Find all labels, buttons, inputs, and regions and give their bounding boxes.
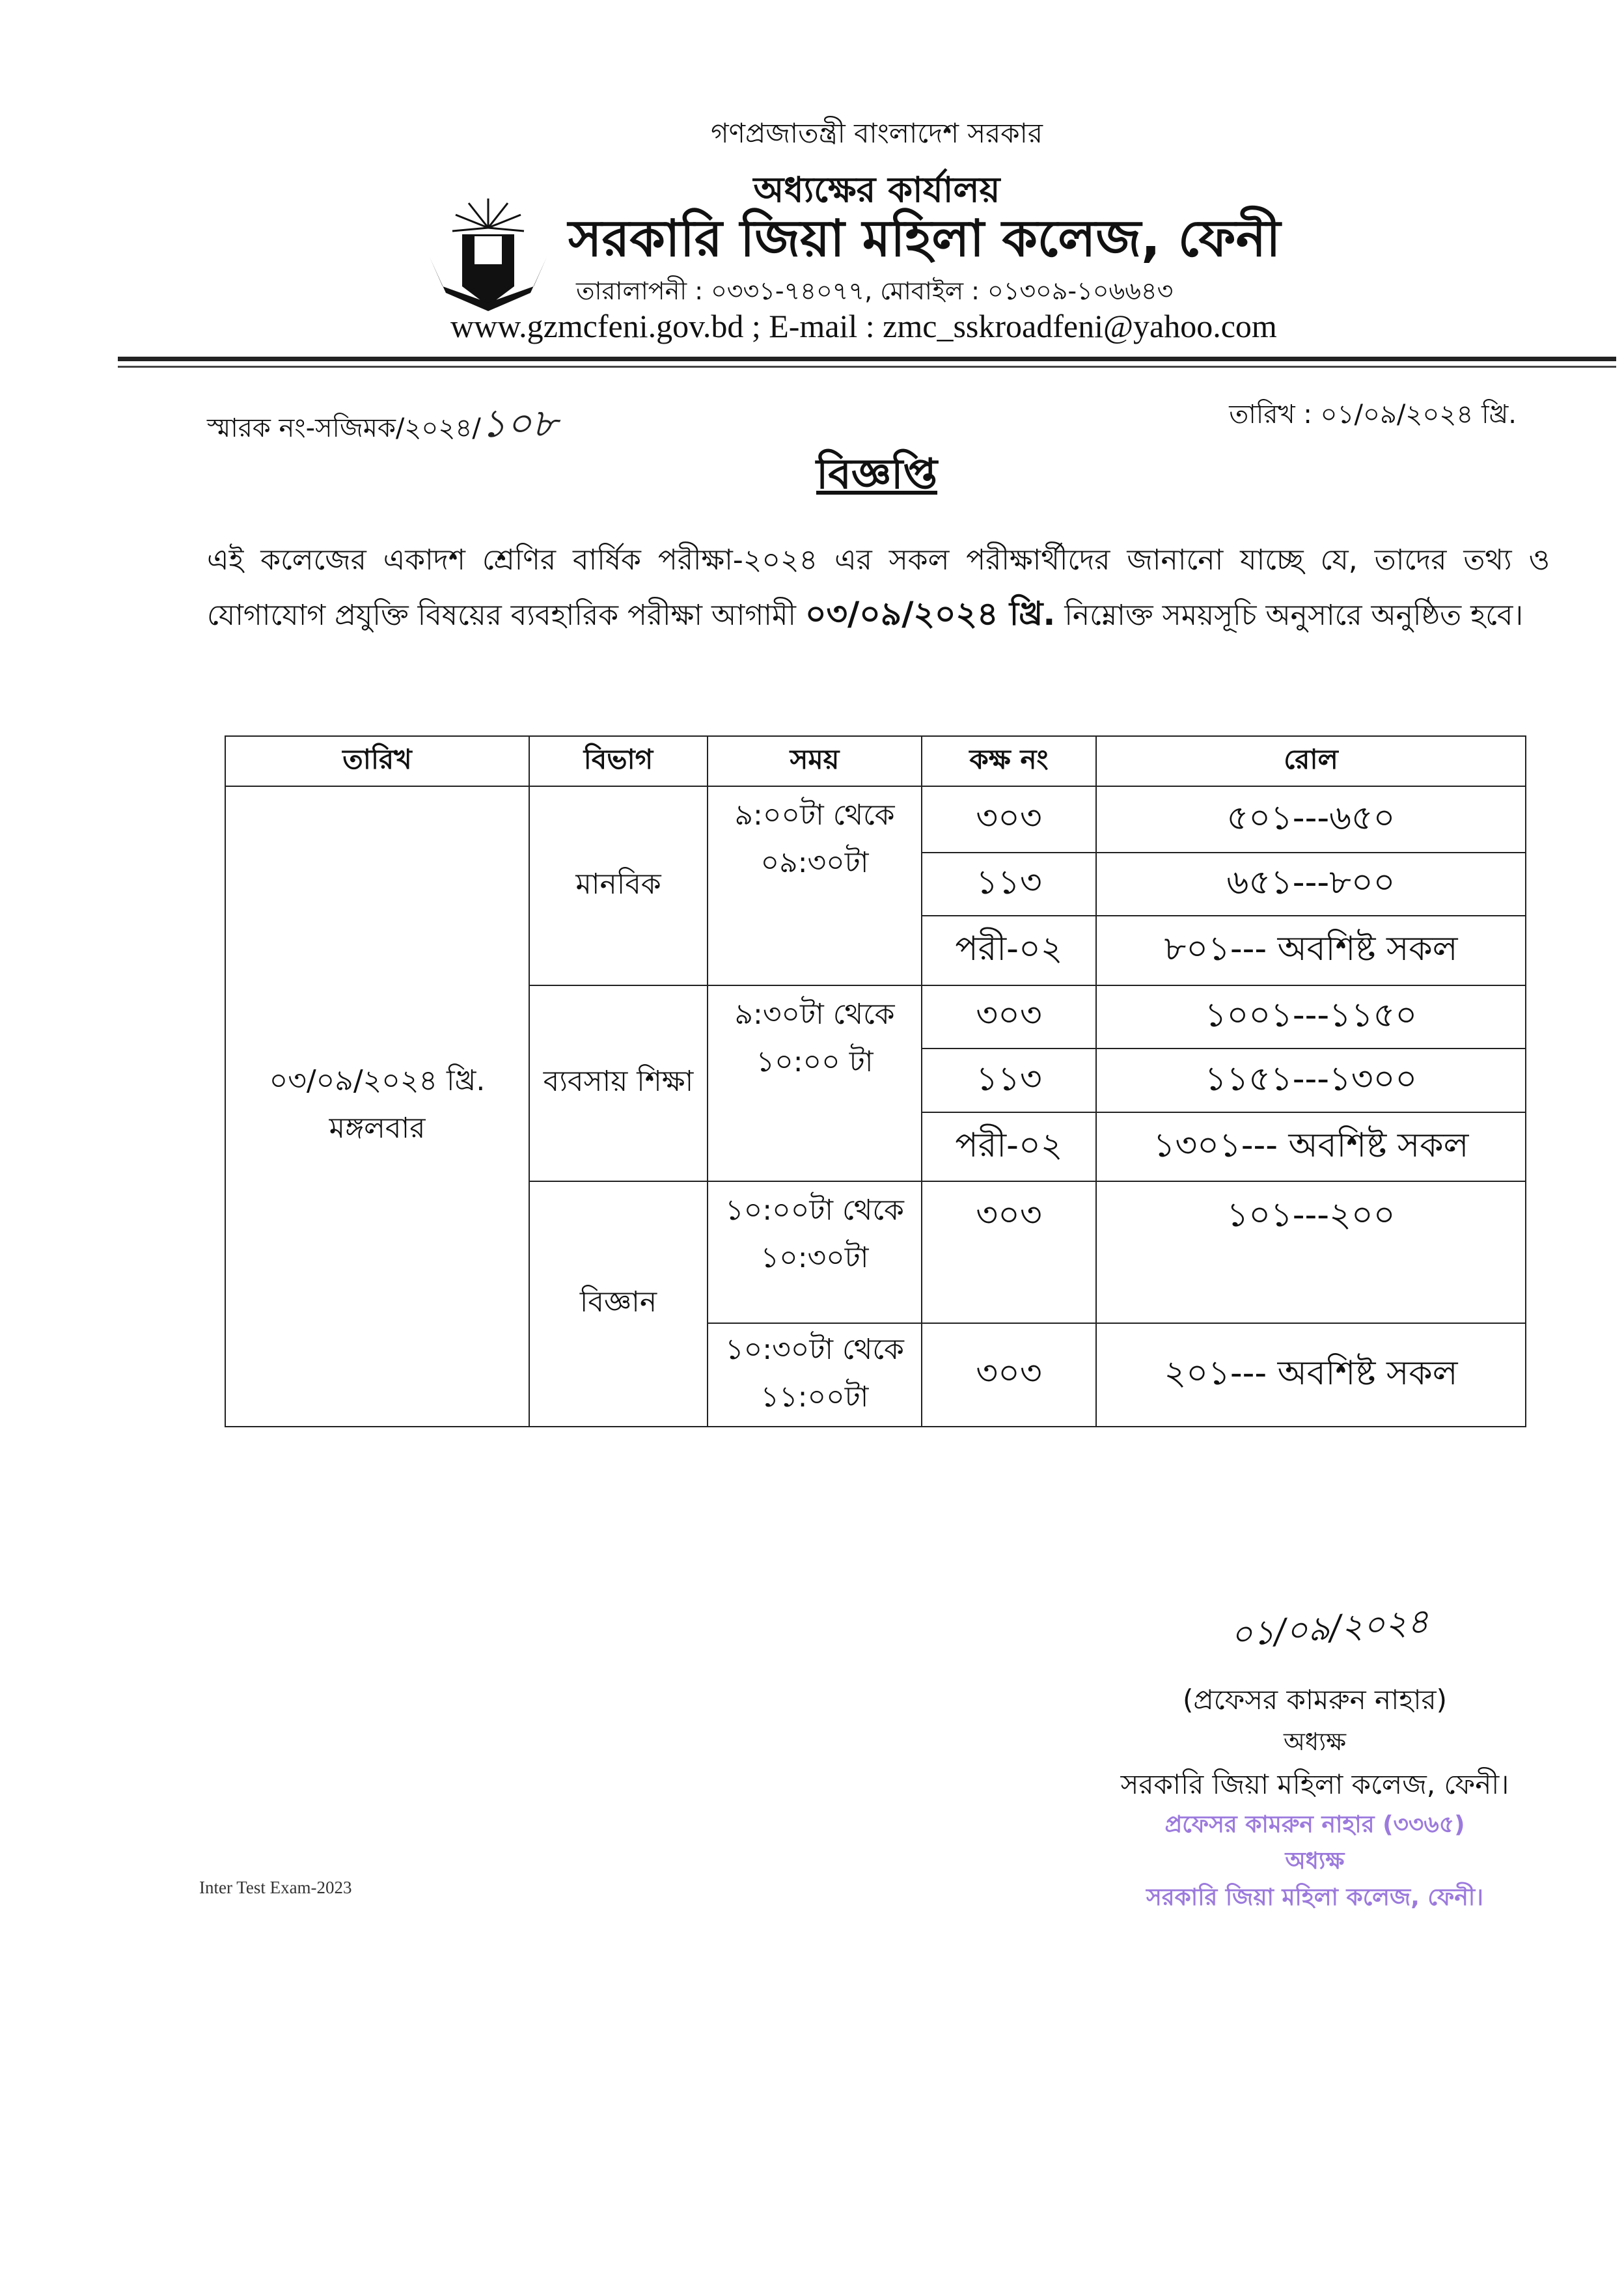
dept-cell: মানবিক (529, 786, 708, 985)
office-line: অধ্যক্ষের কার্যালয় (753, 169, 1000, 210)
header-room: কক্ষ নং (922, 736, 1096, 786)
table-row (225, 786, 1526, 853)
seal-stamp-name: প্রফেসর কামরুন নাহার (৩৩৬৫) (1164, 1811, 1465, 1838)
contact-phone: তারালাপনী : ০৩৩১-৭৪০৭৭, মোবাইল : ০১৩০৯-১০৬৬৪৩ (576, 277, 1174, 305)
college-name: সরকারি জিয়া মহিলা কলেজ, ফেনী (568, 210, 1281, 268)
roll-cell: ৫০১---৬৫০ (1096, 786, 1526, 853)
room-cell: ৩০৩ (922, 1323, 1096, 1427)
room-cell: পরী-০২ (922, 916, 1096, 985)
table-header-row (225, 736, 1526, 786)
signatory-title: অধ্যক্ষ (1283, 1727, 1346, 1756)
time-cell: ১০:৩০টা থেকে ১১:০০টা (708, 1323, 922, 1427)
date-text: ০৩/০৯/২০২৪ খ্রি. (269, 1064, 486, 1097)
time-cell: ৯:০০টা থেকে ০৯:৩০টা (708, 786, 922, 985)
room-cell: ৩০৩ (922, 985, 1096, 1049)
time-cell: ১০:০০টা থেকে ১০:৩০টা (708, 1181, 922, 1323)
memo-prefix: স্মারক নং-সজিমক/২০২৪/ (207, 413, 481, 443)
memo-handwritten-number: ১০৮ (480, 401, 557, 446)
contact-web-email: www.gzmcfeni.gov.bd ; E-mail : zmc_sskroadfeni@yahoo.com (450, 308, 1277, 344)
day-text: মঙ্গলবার (329, 1112, 426, 1145)
room-cell: ৩০৩ (922, 786, 1096, 853)
seal-stamp-college: সরকারি জিয়া মহিলা কলেজ, ফেনী। (1146, 1884, 1483, 1911)
signatory-name: (প্রফেসর কামরুন নাহার) (1182, 1684, 1447, 1716)
signatory-college: সরকারি জিয়া মহিলা কলেজ, ফেনী। (1120, 1768, 1509, 1800)
roll-cell: ৬৫১---৮০০ (1096, 853, 1526, 916)
notice-title: বিজ্ঞপ্তি (816, 450, 938, 499)
header-divider-thin (118, 366, 1616, 368)
room-cell: ৩০৩ (922, 1181, 1096, 1323)
seal-stamp-title: অধ্যক্ষ (1285, 1848, 1345, 1874)
body-text-before: এই কলেজের একাদশ শ্রেণির বার্ষিক পরীক্ষা-২০২৪ এর সকল পরীক্ষার্থীদের জানানো যাচ্ছে যে, তাদের তথ্য ও যোগাযোগ প্রযুক্তি বিষয়ের ব্যবহারিক পরীক্ষা আগামী (207, 543, 1550, 632)
government-line: গণপ্রজাতন্ত্রী বাংলাদেশ সরকার (711, 117, 1043, 149)
body-text-after: নিম্নোক্ত সময়সূচি অনুসারে অনুষ্ঠিত হবে। (1055, 599, 1524, 632)
room-cell: ১১৩ (922, 853, 1096, 916)
roll-cell: ১১৫১---১৩০০ (1096, 1049, 1526, 1112)
header-department: বিভাগ (529, 736, 708, 786)
header-divider (118, 357, 1616, 361)
dept-cell: বিজ্ঞান (529, 1181, 708, 1427)
time-cell: ৯:৩০টা থেকে ১০:০০ টা (708, 985, 922, 1181)
roll-cell: ১০০১---১১৫০ (1096, 985, 1526, 1049)
header-time: সময় (708, 736, 922, 786)
room-cell: ১১৩ (922, 1049, 1096, 1112)
signature-block (1067, 1679, 1562, 1916)
schedule-table (225, 735, 1526, 1427)
roll-cell: ২০১--- অবশিষ্ট সকল (1096, 1323, 1526, 1427)
roll-cell: ৮০১--- অবশিষ্ট সকল (1096, 916, 1526, 985)
footer-note: Inter Test Exam-2023 (199, 1878, 352, 1897)
header-roll: রোল (1096, 736, 1526, 786)
college-crest-logo-icon (417, 195, 560, 312)
memo-date: তারিখ : ০১/০৯/২০২৪ খ্রি. (1229, 400, 1517, 430)
roll-cell: ১০১---২০০ (1096, 1181, 1526, 1323)
roll-cell: ১৩০১--- অবশিষ্ট সকল (1096, 1112, 1526, 1181)
exam-date: ০৩/০৯/২০২৪ খ্রি. (805, 595, 1056, 633)
header-date: তারিখ (225, 736, 529, 786)
notice-body (207, 534, 1550, 642)
room-cell: পরী-০২ (922, 1112, 1096, 1181)
dept-cell: ব্যবসায় শিক্ষা (529, 985, 708, 1181)
handwritten-signature: ০১/০৯/২০২৪ (1229, 1602, 1431, 1655)
exam-date-cell (225, 786, 529, 1427)
memo-number (207, 394, 557, 459)
